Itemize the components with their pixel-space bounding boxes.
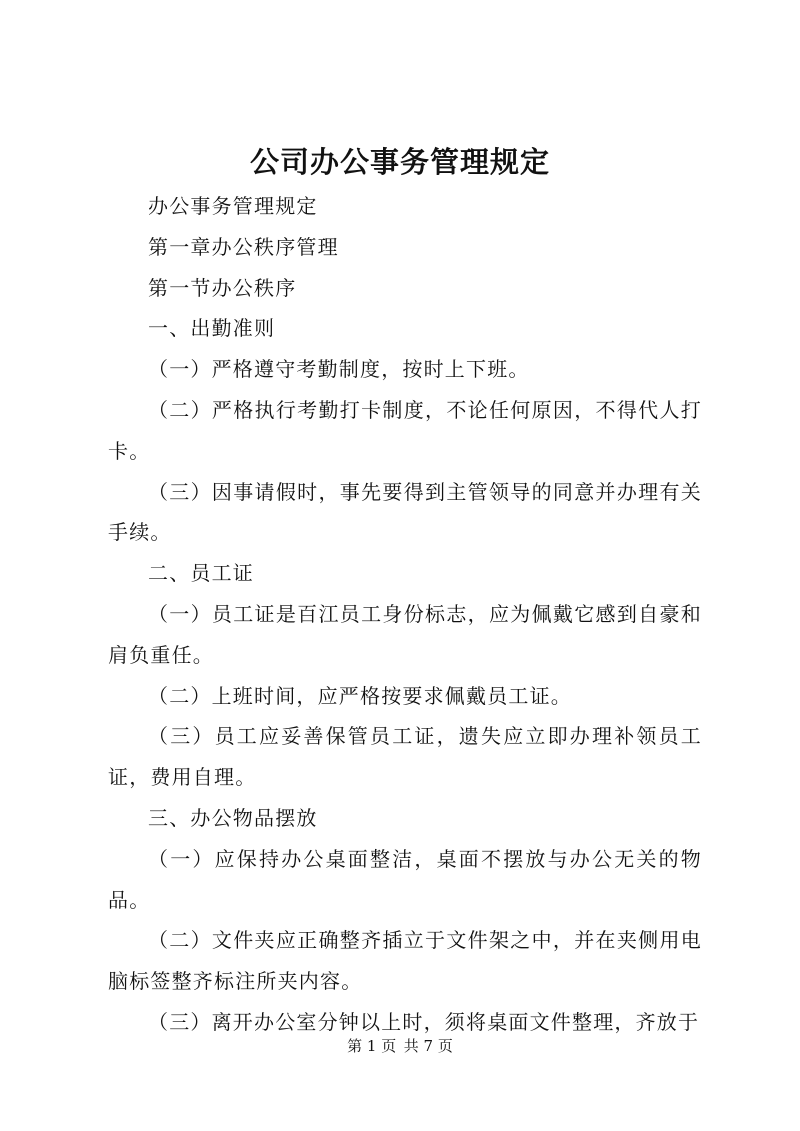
paragraph: （二）文件夹应正确整齐插立于文件架之中，并在夹侧用电脑标签整齐标注所夹内容。 xyxy=(108,928,702,994)
paragraph: （一）应保持办公桌面整洁，桌面不摆放与办公无关的物品。 xyxy=(108,846,702,912)
paragraph: （一）员工证是百江员工身份标志，应为佩戴它感到自豪和肩负重任。 xyxy=(108,601,702,667)
page-number: 第 1 页 xyxy=(347,1037,397,1055)
paragraph: （三）离开办公室分钟以上时，须将桌面文件整理，齐放于 xyxy=(148,1009,700,1034)
paragraph: 三、办公物品摆放 xyxy=(148,805,318,830)
paragraph: 二、员工证 xyxy=(148,561,254,586)
page-total: 共 7 页 xyxy=(403,1037,453,1055)
paragraph: （三）因事请假时，事先要得到主管领导的同意并办理有关手续。 xyxy=(108,479,702,545)
page-footer xyxy=(0,1035,800,1057)
document-title: 公司办公事务管理规定 xyxy=(249,145,550,179)
paragraph: 一、出勤准则 xyxy=(148,316,276,341)
paragraph: 第一节办公秩序 xyxy=(148,275,297,300)
paragraph: （二）严格执行考勤打卡制度，不论任何原因，不得代人打卡。 xyxy=(108,397,702,463)
paragraph: （二）上班时间，应严格按要求佩戴员工证。 xyxy=(148,683,572,708)
paragraph: （三）员工应妥善保管员工证，遗失应立即办理补领员工证，费用自理。 xyxy=(108,724,702,790)
paragraph: 第一章办公秩序管理 xyxy=(148,234,339,259)
paragraph: （一）严格遵守考勤制度，按时上下班。 xyxy=(148,357,530,382)
document-body xyxy=(108,186,702,1043)
paragraph: 办公事务管理规定 xyxy=(148,194,318,218)
